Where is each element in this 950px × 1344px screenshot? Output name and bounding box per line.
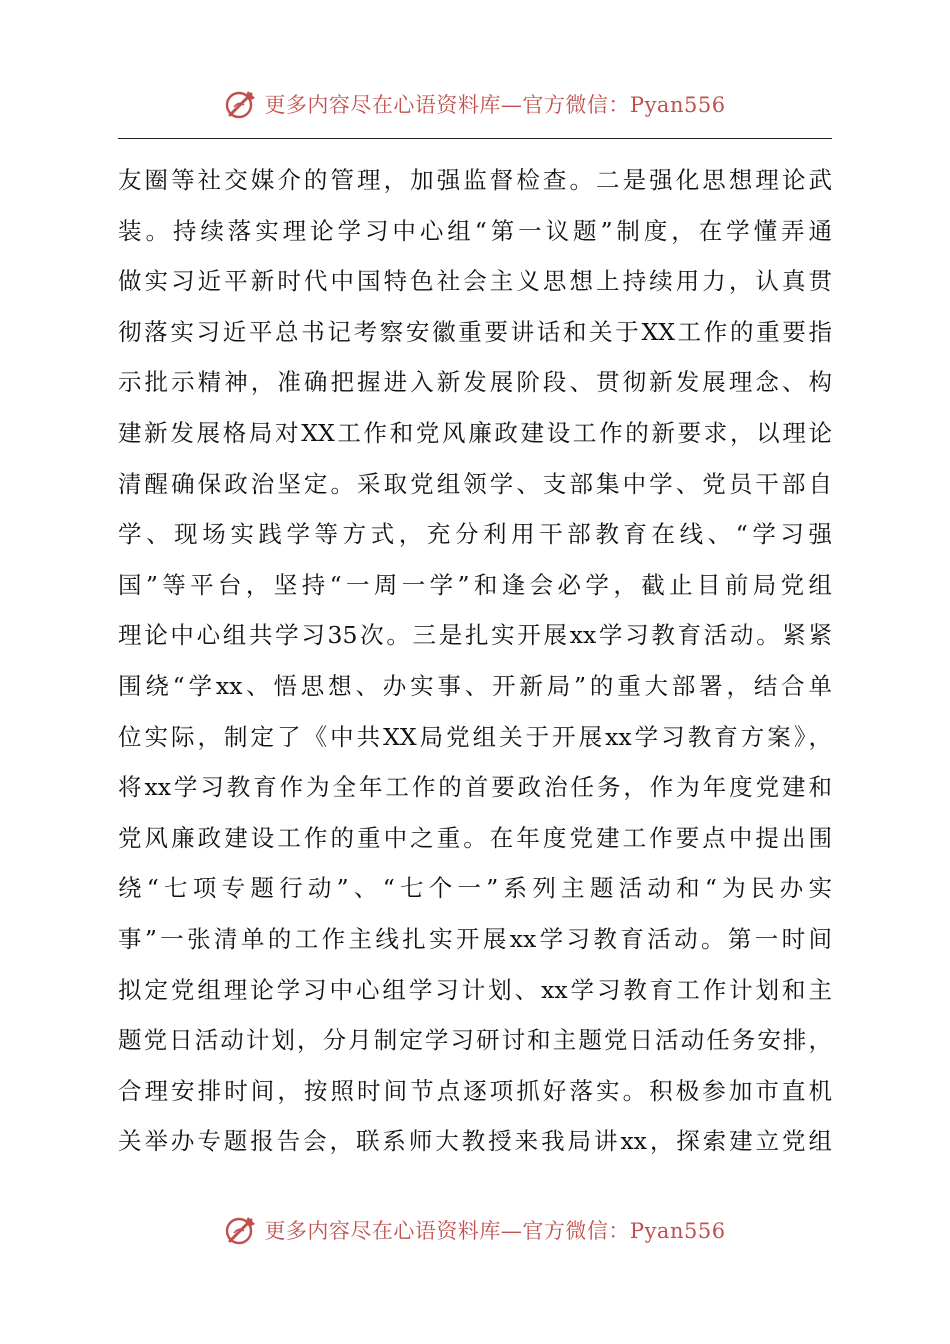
body-line: 关举办专题报告会，联系师大教授来我局讲xx，探索建立党组 <box>118 1127 832 1156</box>
body-line: 将xx学习教育作为全年工作的首要政治任务，作为年度党建和 <box>118 773 832 802</box>
body-line: 友圈等社交媒介的管理，加强监督检查。二是强化思想理论武 <box>118 166 832 194</box>
body-line: 题党日活动计划，分月制定学习研讨和主题党日活动任务安排， <box>118 1026 832 1055</box>
body-line: 清醒确保政治坚定。采取党组领学、支部集中学、党员干部自 <box>118 469 832 498</box>
body-line: 党风廉政建设工作的重中之重。在年度党建工作要点中提出围 <box>118 823 832 852</box>
body-line: 学、现场实践学等方式，充分利用干部教育在线、“学习强 <box>118 520 832 549</box>
pen-logo-icon <box>224 87 258 121</box>
footer-banner <box>0 1210 950 1250</box>
body-line: 建新发展格局对XX工作和党风廉政建设工作的新要求，以理论 <box>118 418 832 447</box>
header-banner <box>0 84 950 124</box>
header-divider <box>118 138 832 139</box>
body-line: 拟定党组理论学习中心组学习计划、xx学习教育工作计划和主 <box>118 975 832 1004</box>
body-line: 做实习近平新时代中国特色社会主义思想上持续用力，认真贯 <box>118 267 832 296</box>
body-line: 绕“七项专题行动”、“七个一”系列主题活动和“为民办实 <box>118 874 832 903</box>
body-line: 装。持续落实理论学习中心组“第一议题”制度，在学懂弄通 <box>118 216 832 245</box>
body-line: 事”一张清单的工作主线扎实开展xx学习教育活动。第一时间 <box>118 924 832 953</box>
body-line: 国”等平台，坚持“一周一学”和逢会必学，截止目前局党组 <box>118 570 832 599</box>
body-line: 位实际，制定了《中共XX局党组关于开展xx学习教育方案》， <box>118 722 832 751</box>
document-body <box>118 155 832 1167</box>
header-banner-text: 更多内容尽在心语资料库—官方微信：Pyan556 <box>264 93 726 117</box>
body-line: 合理安排时间，按照时间节点逐项抓好落实。积极参加市直机 <box>118 1076 832 1105</box>
body-line: 围绕“学xx、悟思想、办实事、开新局”的重大部署，结合单 <box>118 671 832 700</box>
body-line: 理论中心组共学习35次。三是扎实开展xx学习教育活动。紧紧 <box>118 621 832 650</box>
body-line: 示批示精神，准确把握进入新发展阶段、贯彻新发展理念、构 <box>118 368 832 397</box>
pen-logo-icon <box>224 1213 258 1247</box>
body-line: 彻落实习近平总书记考察安徽重要讲话和关于XX工作的重要指 <box>118 317 832 346</box>
footer-banner-text: 更多内容尽在心语资料库—官方微信：Pyan556 <box>264 1219 726 1243</box>
